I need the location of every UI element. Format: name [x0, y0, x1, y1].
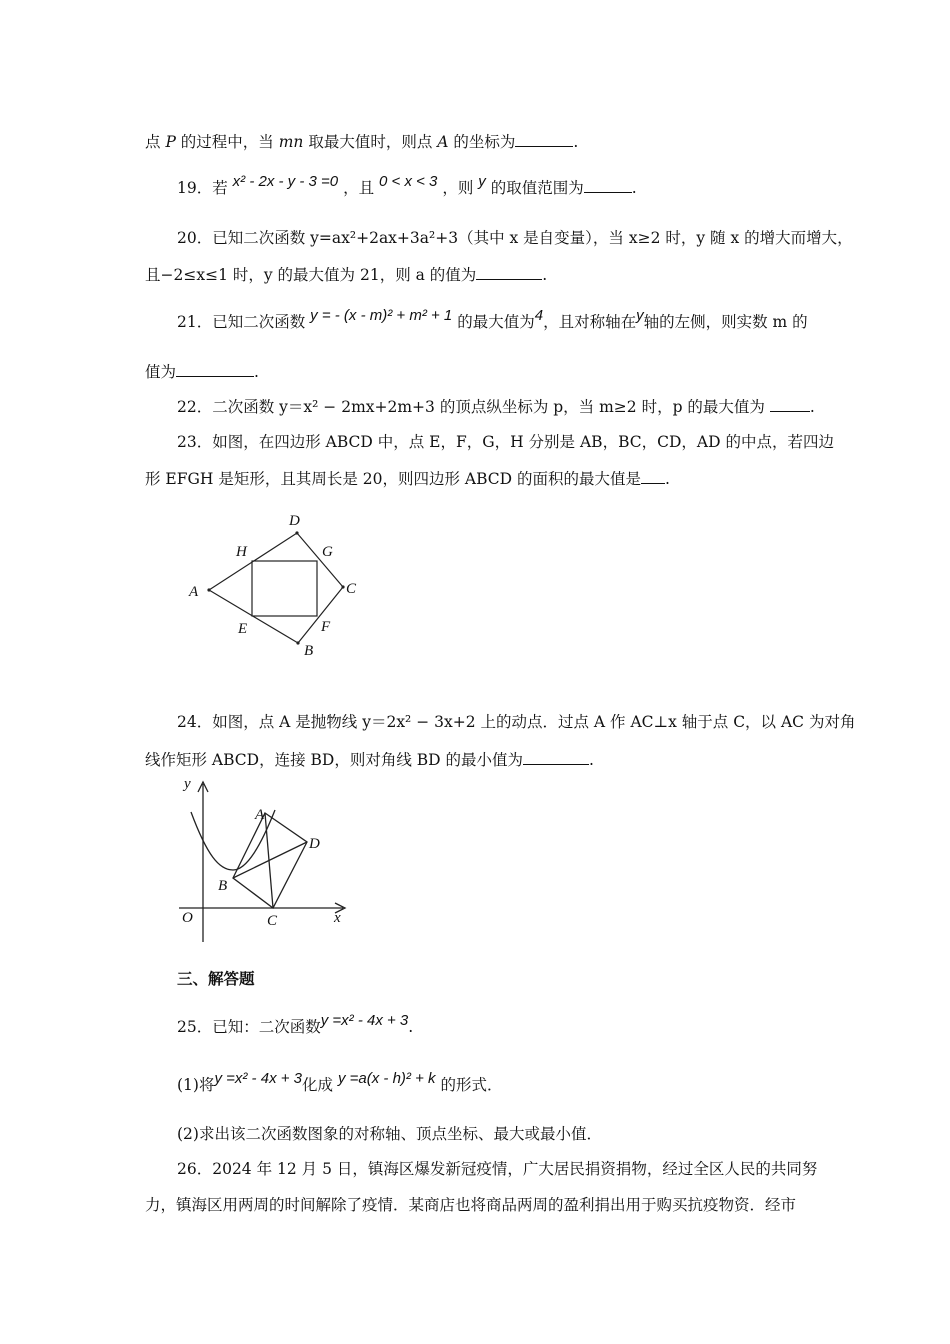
label-G: G — [322, 544, 333, 560]
figure-24-parabola — [175, 770, 365, 945]
answer-blank — [515, 132, 573, 147]
question-24-line2: 线作矩形 ABCD，连接 BD，则对角线 BD 的最小值为 . — [145, 751, 594, 769]
answer-blank — [176, 362, 254, 377]
label-E: E — [238, 621, 248, 637]
q19-equation: x² - 2x - y - 3 =0 — [232, 173, 339, 190]
section-heading: 三、解答题 — [177, 970, 255, 988]
q19-y: y — [478, 173, 486, 190]
q21-equation: y = - (x - m)² + m² + 1 — [310, 307, 453, 324]
question-23-line1: 23．如图，在四边形 ABCD 中，点 E，F，G，H 分别是 AB，BC，CD，AD 的中点，若四边 — [177, 433, 834, 451]
answer-blank — [476, 265, 542, 280]
label-O: O — [182, 910, 193, 926]
question-25: 25．已知：二次函数y =x² - 4x + 3. — [177, 1012, 414, 1036]
question-24-line1: 24．如图，点 A 是抛物线 y＝2x² − 3x+2 上的动点．过点 A 作 AC⊥x 轴于点 C，以 AC 为对角 — [177, 713, 856, 731]
axis-label-x: x — [334, 910, 341, 926]
question-22: 22．二次函数 y＝x² − 2mx+2m+3 的顶点纵坐标为 p，当 m≥2 时，p 的最大值为 . — [177, 398, 815, 416]
question-20-line1: 20．已知二次函数 y=ax²+2ax+3a²+3（其中 x 是自变量），当 x≥2 时，y 随 x 的增大而增大， — [177, 229, 853, 247]
q25-eq-vertex: y =a(x - h)² + k — [337, 1070, 436, 1087]
answer-blank — [523, 750, 589, 765]
label-C: C — [346, 581, 357, 597]
q21-max: 4 — [534, 307, 544, 324]
question-26-line2: 力，镇海区用两周的时间解除了疫情．某商店也将商品两周的盈利捐出用于购买抗疫物资．经市 — [145, 1196, 797, 1214]
answer-blank — [641, 469, 665, 484]
question-19: 19．若 x² - 2x - y - 3 =0 ，且 0 < x < 3 ，则 y 的取值范围为 . — [177, 173, 637, 197]
q19-range: 0 < x < 3 — [379, 173, 438, 190]
question-25-part2: (2)求出该二次函数图象的对称轴、顶点坐标、最大或最小值． — [177, 1125, 602, 1143]
question-25-part1: (1)将y =x² - 4x + 3化成 y =a(x - h)² + k 的形式． — [177, 1070, 503, 1094]
q25-eq-standard: y =x² - 4x + 3 — [214, 1070, 303, 1087]
q18-tail: 点 P 的过程中，当 mn 取最大值时，则点 A 的坐标为 . — [145, 133, 579, 151]
answer-blank — [584, 178, 632, 193]
label-B: B — [304, 643, 314, 659]
question-21-line1: 21．已知二次函数 y = - (x - m)² + m² + 1 的最大值为4，且对称轴在y轴的左侧，则实数 m 的 — [177, 307, 808, 331]
q25-equation: y =x² - 4x + 3 — [320, 1012, 409, 1029]
axis-label-y: y — [184, 776, 191, 792]
question-23-line2: 形 EFGH 是矩形，且其周长是 20，则四边形 ABCD 的面积的最大值是 . — [145, 470, 670, 488]
question-21-line2: 值为 . — [145, 363, 259, 381]
label-C: C — [267, 913, 278, 929]
label-A: A — [255, 807, 265, 823]
figure-23-quadrilateral — [180, 505, 380, 665]
label-H: H — [236, 544, 247, 560]
question-20-line2: 且−2≤x≤1 时，y 的最大值为 21，则 a 的值为 . — [145, 266, 548, 284]
question-26-line1: 26．2024 年 12 月 5 日，镇海区爆发新冠疫情，广大居民捐资捐物，经过全区人民的共同努 — [177, 1160, 818, 1178]
q21-y: y — [636, 307, 644, 324]
label-D: D — [289, 513, 300, 529]
label-B: B — [218, 878, 228, 894]
label-D: D — [309, 836, 320, 852]
answer-blank — [770, 397, 810, 412]
label-A: A — [189, 584, 199, 600]
label-F: F — [321, 619, 331, 635]
